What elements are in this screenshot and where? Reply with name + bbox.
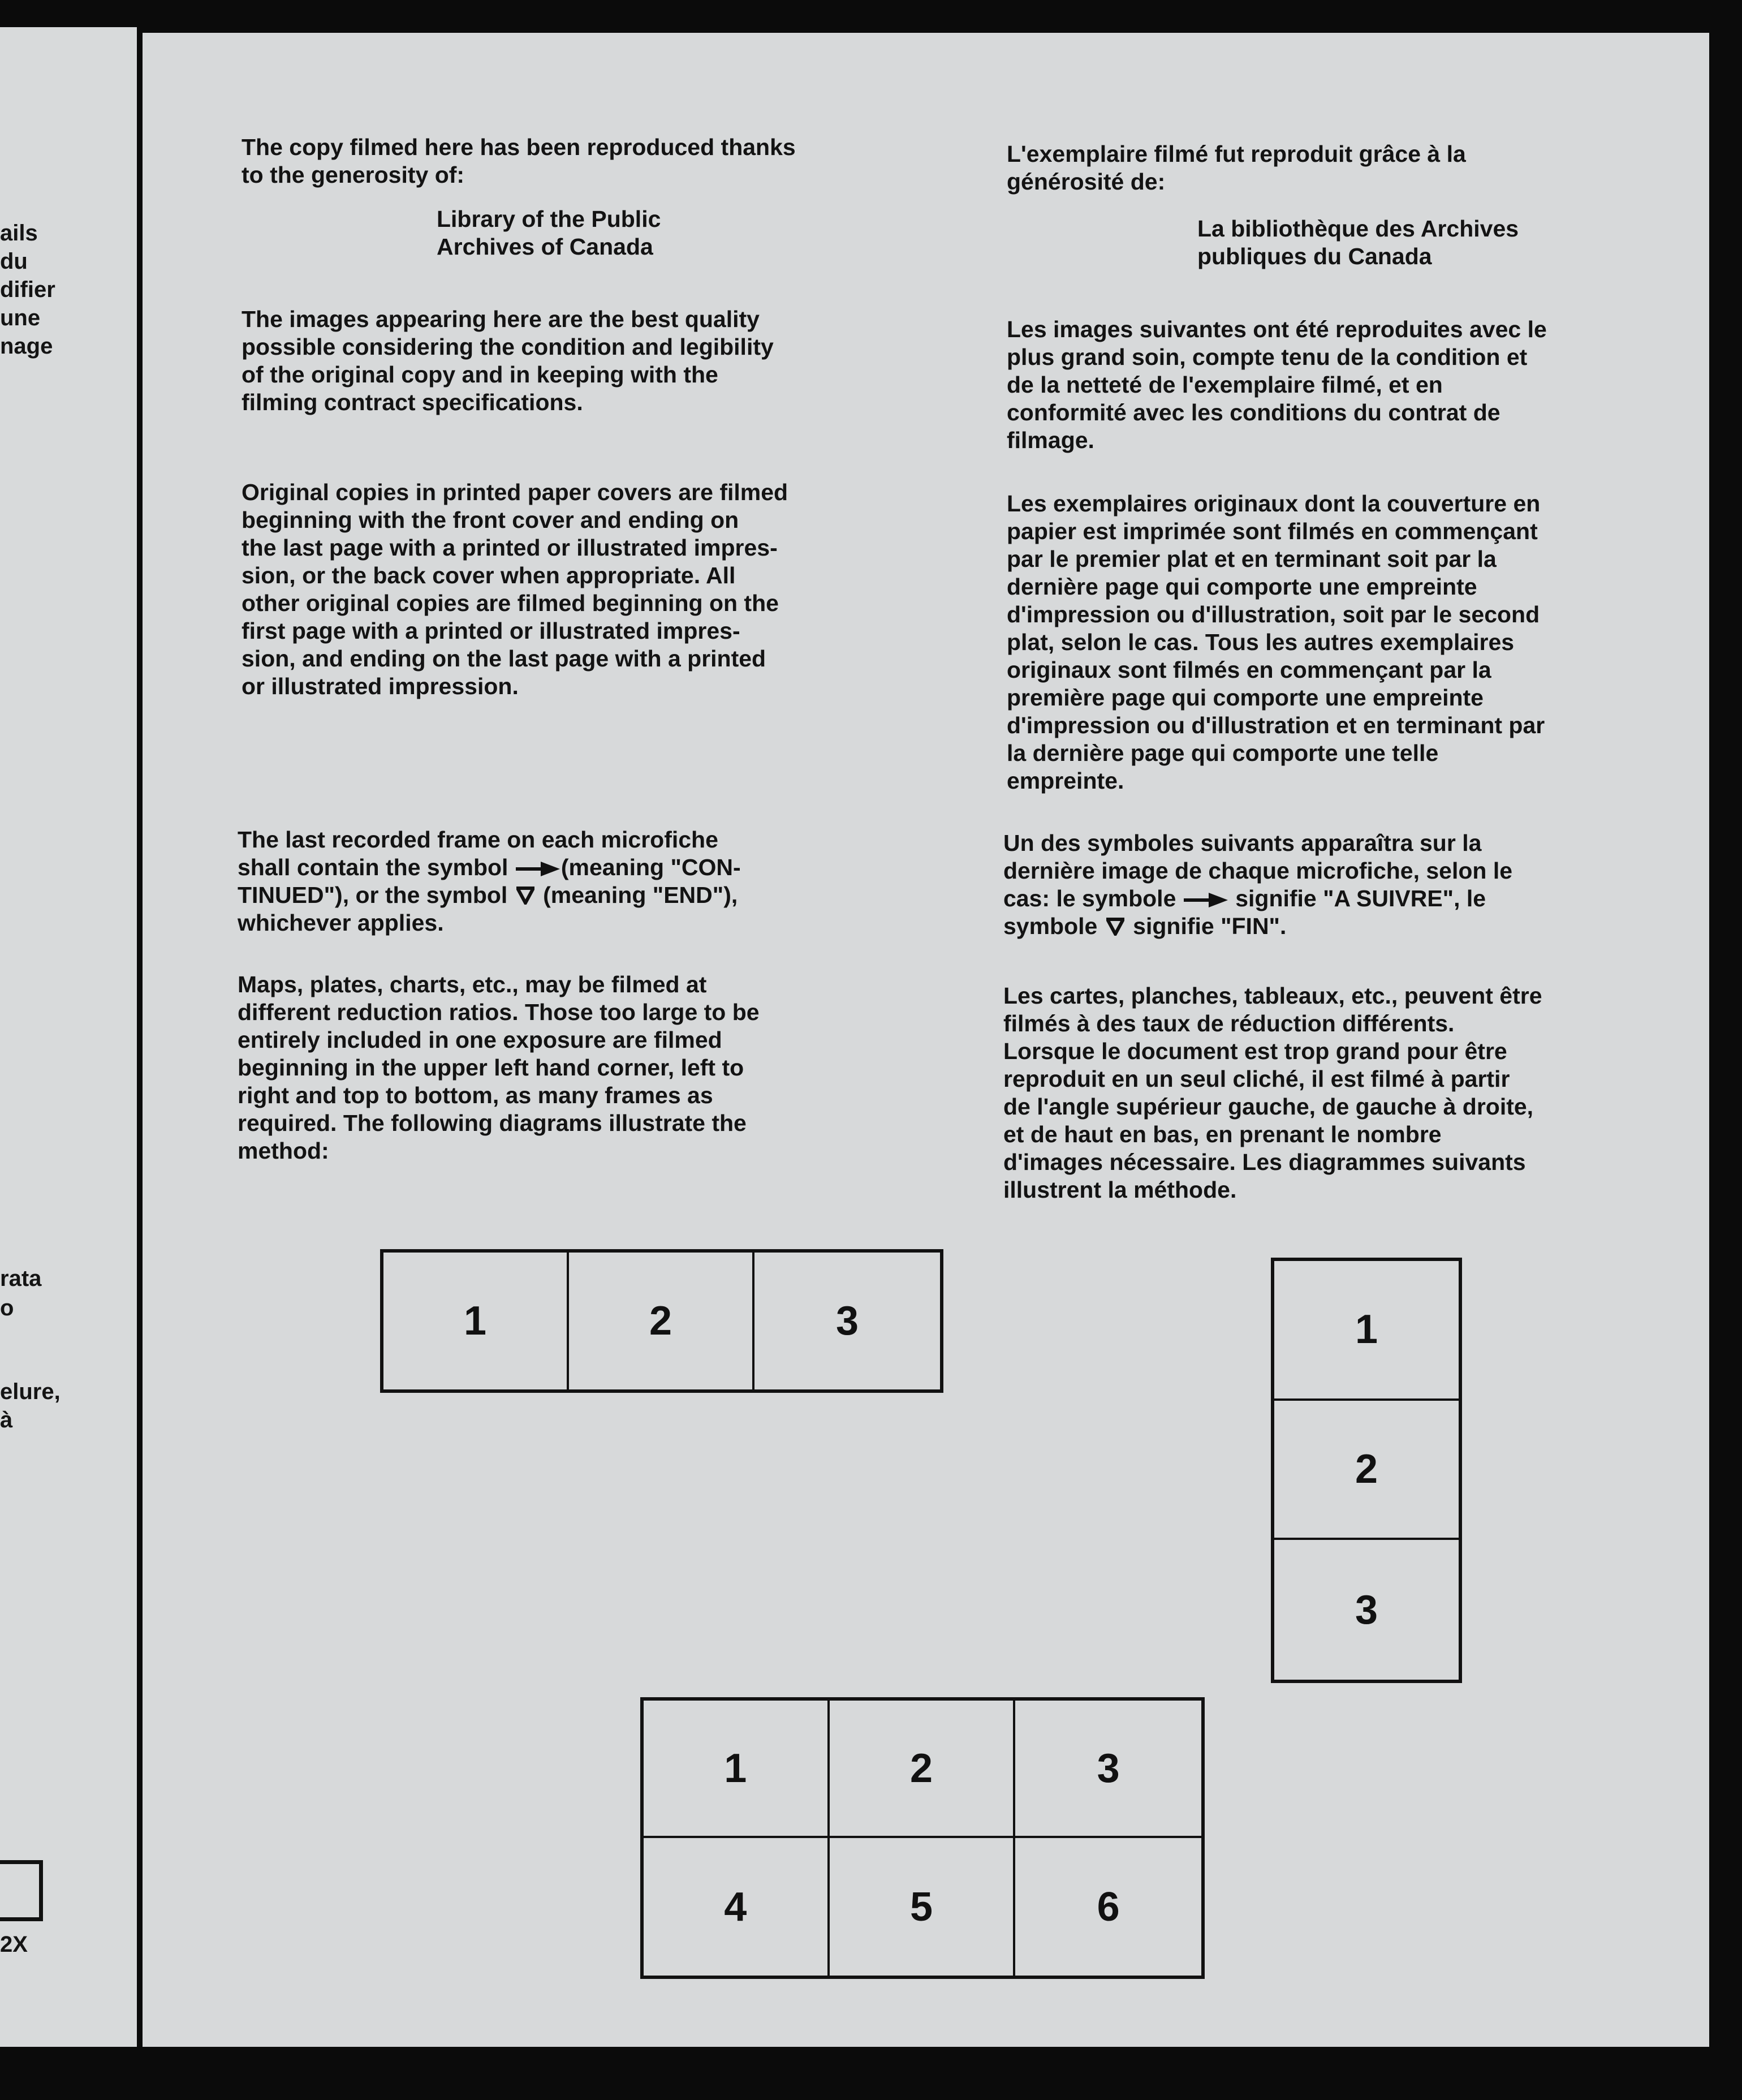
text-line: dernière image de chaque microfiche, selon le	[1003, 858, 1513, 884]
fragment-text: ails	[0, 221, 38, 246]
text-line: La bibliothèque des Archives	[1197, 216, 1519, 242]
text-fragment: TINUED"), or the symbol	[238, 882, 508, 908]
french-intro	[1007, 140, 1466, 196]
text-line: beginning with the front cover and ending on	[242, 507, 739, 533]
text-line: plus grand soin, compte tenu de la condition et	[1007, 344, 1528, 370]
text-line: Original copies in printed paper covers are filmed	[242, 479, 788, 505]
main-page	[143, 33, 1709, 2047]
text-line: sion, and ending on the last page with a printed	[242, 646, 766, 672]
text-line: Archives of Canada	[437, 234, 653, 260]
text-line: originaux sont filmés en commençant par la	[1007, 657, 1491, 683]
text-line: sion, or the back cover when appropriate. All	[242, 562, 736, 588]
six-frames-diagram	[640, 1697, 1205, 1979]
text-line: possible considering the condition and legibility	[242, 334, 774, 360]
text-line: Lorsque le document est trop grand pour être	[1003, 1038, 1507, 1064]
text-line: première page qui comporte une empreinte	[1007, 685, 1484, 711]
text-line: d'impression ou d'illustration, soit par le second	[1007, 601, 1540, 627]
text-line: dernière page qui comporte une empreinte	[1007, 574, 1477, 600]
text-line: right and top to bottom, as many frames as	[238, 1082, 713, 1108]
french-quality-paragraph	[1007, 316, 1547, 454]
english-symbols-paragraph	[238, 826, 741, 937]
text-line	[1003, 885, 1512, 913]
text-line: the last page with a printed or illustrated impres-	[242, 535, 778, 561]
text-line: whichever applies.	[238, 910, 444, 936]
fragment-text: à	[0, 1408, 13, 1432]
text-fragment: (meaning "CON-	[560, 854, 741, 880]
text-fragment: shall contain the symbol	[238, 854, 508, 880]
fragment-text: nage	[0, 334, 53, 359]
text-line: L'exemplaire filmé fut reproduit grâce à la	[1007, 141, 1466, 167]
fragment-text: difier	[0, 277, 55, 302]
text-line: d'impression ou d'illustration et en terminant par	[1007, 712, 1545, 738]
text-line: par le premier plat et en terminant soit par la	[1007, 546, 1497, 572]
text-line: Les exemplaires originaux dont la couverture en	[1007, 490, 1541, 517]
end-triangle-icon	[1106, 918, 1124, 936]
fragment-text: du	[0, 249, 28, 274]
text-line	[238, 881, 741, 909]
text-line: filming contract specifications.	[242, 389, 583, 415]
text-line: The images appearing here are the best quality	[242, 306, 760, 332]
text-line: first page with a printed or illustrated impres-	[242, 618, 740, 644]
frame-cell: 2	[830, 1701, 1016, 1838]
text-line: Un des symboles suivants apparaîtra sur la	[1003, 830, 1482, 856]
text-line: la dernière page qui comporte une telle	[1007, 740, 1439, 766]
text-line: empreinte.	[1007, 768, 1124, 794]
vertical-frames-diagram	[1271, 1258, 1462, 1683]
text-line: papier est imprimée sont filmés en commençant	[1007, 518, 1538, 544]
english-originals-paragraph	[242, 479, 788, 700]
text-fragment: symbole	[1003, 913, 1098, 939]
english-maps-paragraph	[238, 971, 760, 1165]
text-line: d'images nécessaire. Les diagrammes suivants	[1003, 1149, 1526, 1175]
text-line: entirely included in one exposure are filmed	[238, 1027, 722, 1053]
english-intro	[242, 134, 796, 189]
frame-cell: 1	[383, 1253, 569, 1389]
frame-cell: 3	[835, 1298, 859, 1344]
text-line: filmés à des taux de réduction différents.	[1003, 1010, 1455, 1036]
frame-cell: 4	[644, 1838, 830, 1976]
text-line: générosité de:	[1007, 169, 1166, 195]
reduction-label: 2X	[0, 1932, 28, 1957]
text-line: The copy filmed here has been reproduced thanks	[242, 134, 796, 160]
french-institution	[1197, 215, 1519, 270]
text-line: of the original copy and in keeping with the	[242, 362, 718, 388]
continued-arrow-icon	[1184, 892, 1228, 909]
english-institution	[437, 205, 661, 261]
text-line: The last recorded frame on each microfiche	[238, 827, 718, 853]
text-line: other original copies are filmed beginning on the	[242, 590, 779, 616]
frame-cell: 3	[1355, 1587, 1378, 1633]
text-fragment: signifie "FIN".	[1133, 913, 1287, 939]
text-line: de la netteté de l'exemplaire filmé, et en	[1007, 372, 1443, 398]
text-line: beginning in the upper left hand corner, left to	[238, 1055, 744, 1081]
english-quality-paragraph	[242, 305, 774, 416]
text-fragment: (meaning "END"),	[543, 882, 738, 908]
french-maps-paragraph	[1003, 982, 1542, 1204]
text-line	[1003, 913, 1512, 940]
reduction-box	[0, 1860, 43, 1921]
text-line: Library of the Public	[437, 206, 661, 232]
text-line: method:	[238, 1138, 329, 1164]
text-line: publiques du Canada	[1197, 243, 1432, 269]
text-line: filmage.	[1007, 427, 1094, 453]
text-line: plat, selon le cas. Tous les autres exemplaires	[1007, 629, 1515, 655]
text-line: to the generosity of:	[242, 162, 465, 188]
text-line: conformité avec les conditions du contrat de	[1007, 399, 1500, 425]
text-line: et de haut en bas, en prenant le nombre	[1003, 1121, 1442, 1147]
frame-cell: 3	[1015, 1701, 1201, 1838]
text-line: Les images suivantes ont été reproduites avec le	[1007, 316, 1547, 342]
frame-cell: 2	[1274, 1401, 1459, 1540]
text-line: Les cartes, planches, tableaux, etc., peuvent être	[1003, 983, 1542, 1009]
frame-cell: 1	[1274, 1261, 1459, 1401]
text-line	[238, 854, 741, 881]
text-line: illustrent la méthode.	[1003, 1177, 1237, 1203]
fragment-text: elure,	[0, 1379, 61, 1404]
fragment-text: une	[0, 305, 41, 330]
text-line: Maps, plates, charts, etc., may be filmed at	[238, 971, 707, 997]
text-line: required. The following diagrams illustrate the	[238, 1110, 747, 1136]
end-triangle-icon	[516, 887, 534, 905]
text-fragment: cas: le symbole	[1003, 885, 1176, 911]
french-symbols-paragraph	[1003, 829, 1512, 940]
text-fragment: signifie "A SUIVRE", le	[1235, 885, 1486, 911]
continued-arrow-icon	[516, 860, 560, 877]
fragment-text: rata	[0, 1266, 42, 1291]
previous-page-edge	[0, 27, 137, 2047]
text-line: or illustrated impression.	[242, 673, 519, 699]
horizontal-frames-diagram	[380, 1249, 943, 1393]
text-line: de l'angle supérieur gauche, de gauche à droite,	[1003, 1094, 1534, 1120]
text-line: different reduction ratios. Those too large to be	[238, 999, 760, 1025]
frame-cell: 1	[644, 1701, 830, 1838]
frame-cell: 6	[1097, 1884, 1120, 1930]
frame-cell: 2	[569, 1253, 754, 1389]
fragment-text: o	[0, 1296, 14, 1320]
french-originals-paragraph	[1007, 490, 1545, 795]
text-line: reproduit en un seul cliché, il est filmé à partir	[1003, 1066, 1510, 1092]
frame-cell: 5	[830, 1838, 1016, 1976]
